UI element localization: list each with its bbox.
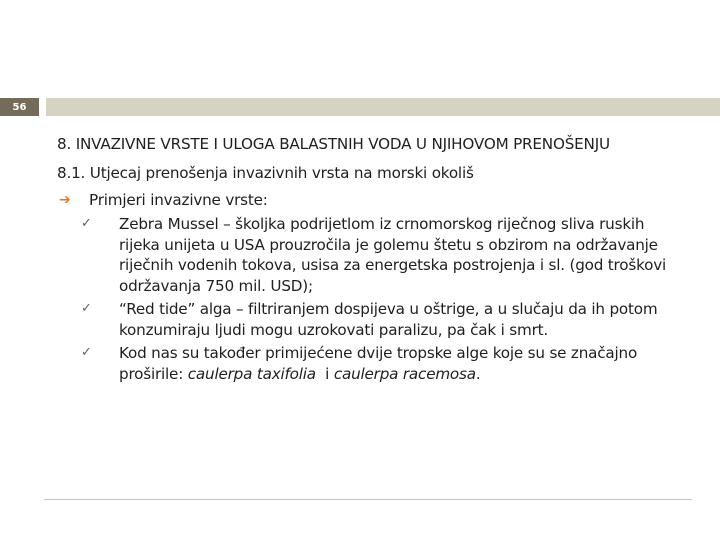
header-band [46,98,720,116]
slide-heading: 8. INVAZIVNE VRSTE I ULOGA BALASTNIH VODA U NJIHOVOM PRENOŠENJU [57,135,610,153]
list-item [81,214,697,296]
text-suffix: . [475,364,481,383]
slide-subheading: 8.1. Utjecaj prenošenja invazivnih vrsta na morski okoliš [57,164,474,182]
species-name: caulerpa taxifolia [187,364,316,383]
species-name: caulerpa racemosa [333,364,476,383]
list-item [81,343,697,384]
list-item-text [119,343,683,384]
arrow-right-icon: ➔ [59,192,71,208]
check-mark-icon: ✓ [81,301,92,316]
slide-content [57,134,697,387]
text-prefix: Kod nas su također primijećene dvije tropske alge koje su se značajno proširile: [119,344,638,383]
bullet-level-1 [57,190,697,210]
list-item [81,299,697,340]
bullet-label: Primjeri invazivne vrste: [89,191,268,209]
check-mark-icon: ✓ [81,345,92,360]
list-item-text: Zebra Mussel – školjka podrijetlom iz crnomorskog riječnog sliva ruskih rijeka unijeta u USA prouzročila je golemu štetu s obzirom na održavanje riječnih vodenih tokova, usisa za energetska postrojenja i sl. (god troškovi održavanja 750 mil. USD); [119,215,667,295]
examples-list [81,214,697,384]
check-mark-icon: ✓ [81,216,92,231]
list-item-text: “Red tide” alga – filtriranjem dospijeva u oštrige, a u slučaju da ih potom konzumiraju ljudi mogu uzrokovati paralizu, pa čak i smrt. [119,300,658,339]
slide-number: 56 [0,98,39,116]
connector-text: i [325,364,330,383]
footer-divider [44,499,692,500]
